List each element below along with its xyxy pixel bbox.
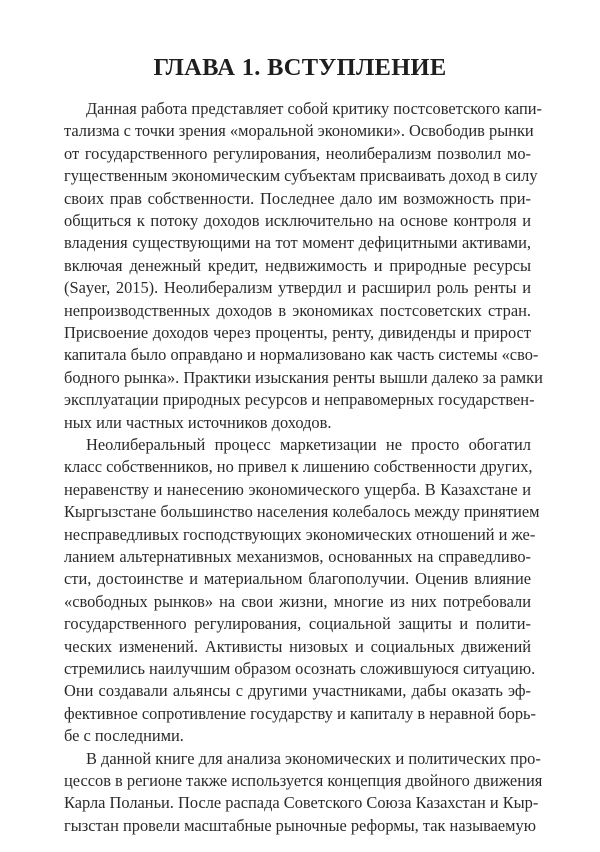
text-line: включая денежный кредит, недвижимость и природные ресурсы	[64, 255, 531, 275]
text-line: цессов в регионе также используется концепция двойного движения	[64, 771, 543, 790]
text-line: общиться к потоку доходов исключительно на основе контроля и	[64, 211, 531, 230]
text-line: неравенству и нанесению экономического ущерба. В Казахстане и	[64, 479, 531, 499]
chapter-title: ГЛАВА 1. ВСТУПЛЕНИЕ	[153, 54, 447, 81]
text-line: Неолиберальный процесс маркетизации не просто обогатил	[86, 435, 531, 454]
text-line: Кыргызстане большинство населения колебалось между принятием	[64, 502, 540, 522]
text-line: тализма с точки зрения «моральной экономики». Освободив рынки	[64, 121, 534, 141]
text-line: несправедливых господствующих экономических отношений и же-	[64, 524, 536, 544]
text-line: Они создавали альянсы с другими участниками, дабы оказать эф-	[64, 681, 531, 701]
text-line: (Sayer, 2015). Неолиберализм утвердил и расширил роль ренты и	[64, 278, 531, 298]
text-line: эксплуатации природных ресурсов и неправомерных государствен-	[64, 390, 535, 410]
text-line: ных или частных источников доходов.	[64, 412, 332, 432]
text-line: ческих изменений. Активисты низовых и социальных движений	[64, 636, 531, 656]
text-line: бе с последними.	[64, 726, 184, 746]
text-line: Данная работа представляет собой критику постсоветского капи-	[86, 99, 542, 118]
text-line: фективное сопротивление государству и капиталу в неравной борь-	[64, 703, 536, 723]
text-line: непроизводственных доходов в экономиках постсоветских стран.	[64, 300, 531, 320]
text-line: сти, достоинстве и материальном благополучии. Оценив влияние	[64, 569, 531, 589]
text-line: от государственного регулирования, неолиберализм позволил мо-	[64, 143, 531, 163]
text-line: гущественным экономическим субъектам присваивать доход в силу	[64, 166, 538, 186]
text-line: Карла Поланьи. После распада Советского Союза Казахстан и Кыр-	[64, 793, 539, 813]
text-line: владения существующими на тот момент дефицитными активами,	[64, 233, 531, 253]
text-line: Присвоение доходов через проценты, ренту, дивиденды и прирост	[64, 323, 531, 342]
text-line: бодного рынка». Практики изыскания ренты вышли далеко за рамки	[64, 367, 543, 387]
text-line: стремились наилучшим образом осознать сложившуюся ситуацию.	[64, 659, 536, 678]
text-line: класс собственников, но привел к лишению собственности других,	[64, 457, 533, 477]
text-line: своих прав собственности. Последнее дало им возможность при-	[64, 188, 531, 208]
text-line: ланием альтернативных механизмов, основанных на справедливо-	[64, 547, 531, 566]
text-line: капитала было оправдано и нормализовано как часть системы «сво-	[64, 345, 539, 365]
text-line: гызстан провели масштабные рыночные реформы, так называемую	[64, 815, 536, 835]
text-line: государственного регулирования, социальной защиты и полити-	[64, 614, 531, 634]
text-line: В данной книге для анализа экономических и политических про-	[86, 748, 541, 768]
text-line: «свободных рынков» на свои жизни, многие из них потребовали	[64, 591, 531, 611]
